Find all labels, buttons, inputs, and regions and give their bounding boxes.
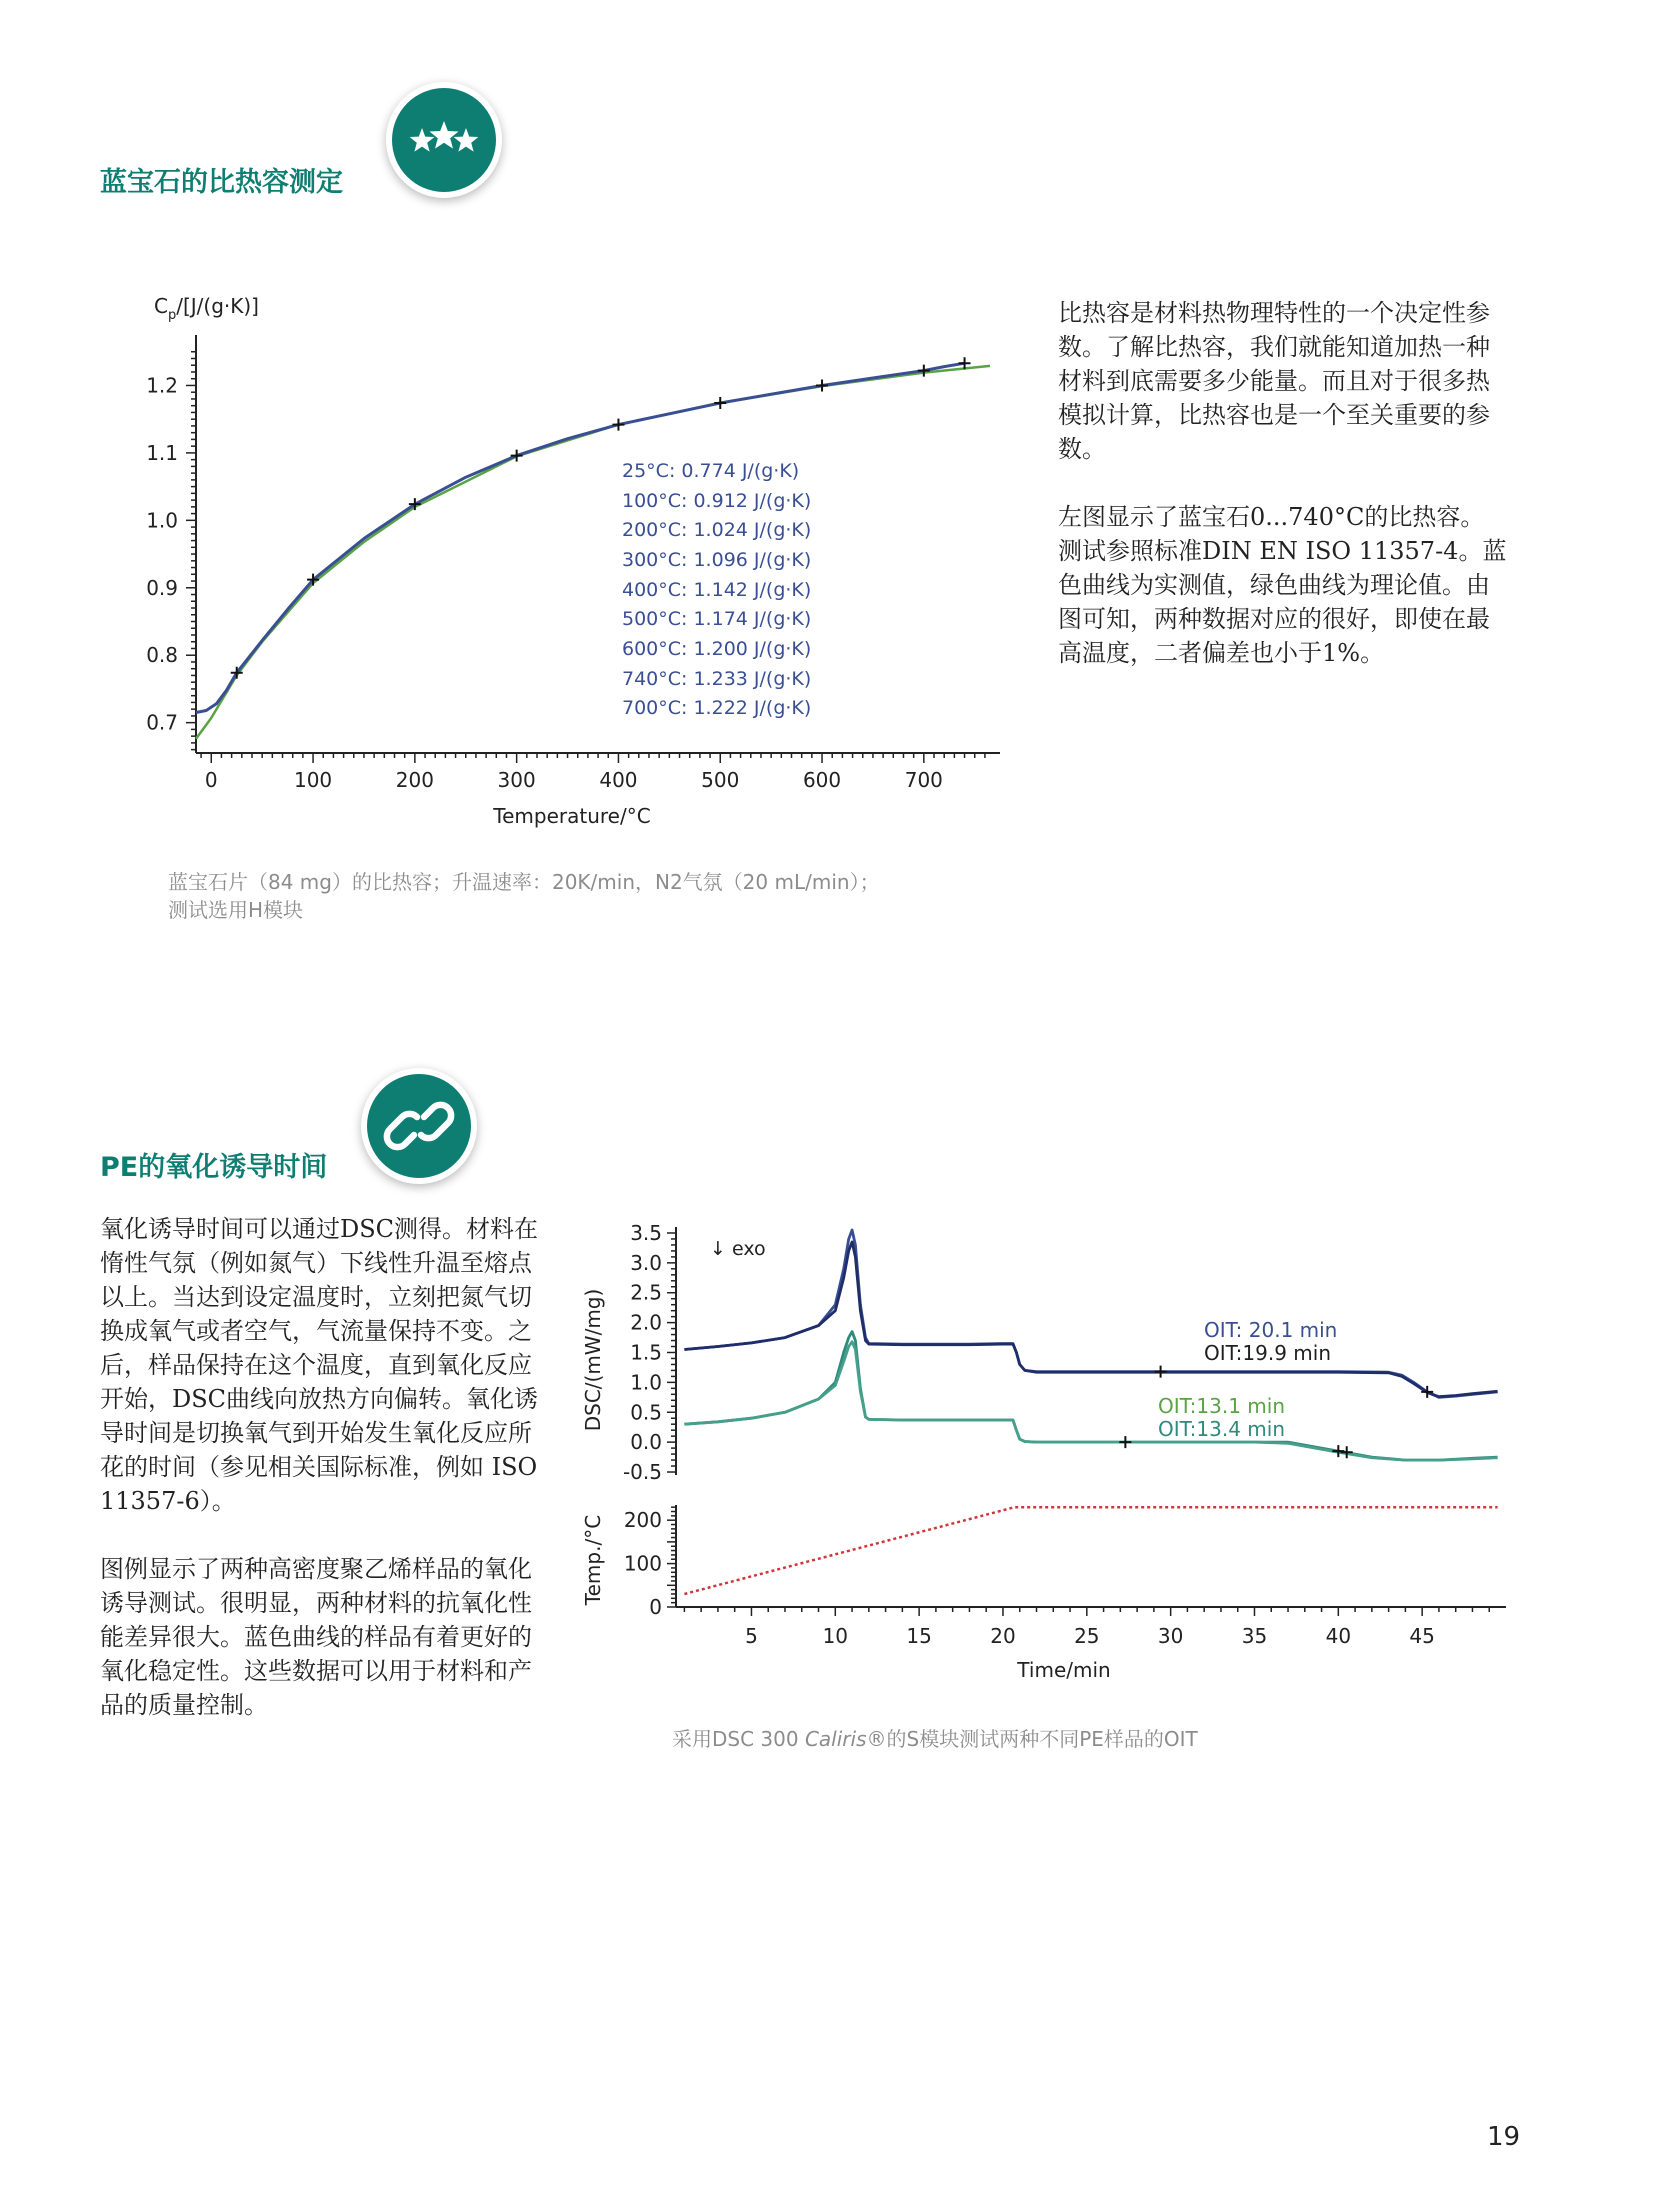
cp-axes <box>146 335 1000 792</box>
cp-x-tick-label: 700 <box>904 768 943 792</box>
cp-y-tick-label: 1.0 <box>146 508 178 533</box>
cp-marker <box>816 379 828 391</box>
cp-ylabel: $C_p/[J/(g\cdot K)]$ <box>154 294 259 323</box>
cp-x-tick-label: 600 <box>802 768 842 792</box>
cp-marker <box>612 419 624 431</box>
oit-x-tick-label: 30 <box>1157 1624 1184 1648</box>
page-number: 19 <box>1487 2122 1521 2152</box>
oit-axes <box>623 1221 1506 1648</box>
oit-top-y-tick-label: 0.0 <box>630 1430 662 1455</box>
oit-bottom-y-tick-label: 200 <box>623 1508 662 1533</box>
oit-top-y-tick-label: 1.5 <box>630 1340 662 1365</box>
oit-x-tick-label: 10 <box>822 1624 849 1648</box>
oit-x-tick-label: 15 <box>906 1624 932 1648</box>
section2-badge <box>367 1074 471 1178</box>
cp-marker <box>714 397 726 409</box>
section1-caption-line: 测试选用H模块 <box>168 898 304 922</box>
section1-paragraph: 左图显示了蓝宝石0...740°C的比热容。测试参照标准DIN EN ISO 11357-4。蓝色曲线为实测值，绿色曲线为理论值。由图可知，两种数据对应的很好，即使在最高温度，二者偏差也小于1%。 <box>1058 503 1507 667</box>
cp-x-tick-label: 400 <box>599 768 638 792</box>
oit-series <box>684 1230 1497 1594</box>
cp-xlabel: Temperature/°C <box>493 804 651 828</box>
oit-bottom-y-tick-label: 100 <box>623 1551 662 1576</box>
oit-top-y-tick-label: 3.5 <box>630 1220 662 1245</box>
oit-label-teal: OIT:13.4 min <box>1158 1417 1286 1441</box>
oit-bottom-y-tick-label: 0 <box>649 1595 662 1619</box>
section1-paragraph: 比热容是材料热物理特性的一个决定性参数。了解比热容，我们就能知道加热一种材料到底需要多少能量。而且对于很多热模拟计算，比热容也是一个至关重要的参数。 <box>1058 299 1490 463</box>
cp-y-tick-label: 0.8 <box>146 643 178 668</box>
oit-label-green: OIT:13.1 min <box>1158 1394 1286 1418</box>
oit-x-tick-label: 5 <box>745 1624 758 1648</box>
oit-marker <box>1332 1445 1344 1457</box>
cp-annotation: 700°C: 1.222 J/(g·K) <box>622 697 812 719</box>
cp-annotation: 200°C: 1.024 J/(g·K) <box>622 519 812 541</box>
section1-caption <box>168 868 988 924</box>
section1-title: 蓝宝石的比热容测定 <box>100 167 343 198</box>
oit-chart <box>570 1215 1510 1705</box>
section1-description <box>1058 296 1508 670</box>
oit-ylabel-temp: Temp./°C <box>581 1514 605 1606</box>
oit-top-y-tick-label: -0.5 <box>622 1460 662 1485</box>
cp-x-tick-label: 100 <box>293 768 333 792</box>
cp-annotation: 740°C: 1.233 J/(g·K) <box>622 668 812 690</box>
oit-x-tick-label: 45 <box>1409 1624 1435 1648</box>
oit-x-tick-label: 40 <box>1325 1624 1352 1648</box>
section2-description <box>100 1212 542 1722</box>
cp-annotation: 600°C: 1.200 J/(g·K) <box>622 638 812 660</box>
section2-caption-suffix: ®的S模块测试两种不同PE样品的OIT <box>866 1727 1198 1751</box>
cp-x-tick-label: 500 <box>701 768 740 792</box>
section2-paragraph: 图例显示了两种高密度聚乙烯样品的氧化诱导测试。很明显，两种材料的抗氧化性能差异很大。蓝色曲线的样品有着更好的氧化稳定性。这些数据可以用于材料和产品的质量控制。 <box>100 1555 532 1719</box>
oit-top-y-tick-label: 2.0 <box>630 1310 662 1335</box>
three-stars-icon <box>392 88 496 192</box>
oit-top-y-tick-label: 1.0 <box>630 1370 662 1395</box>
section2-caption-italic: Caliris <box>804 1727 867 1751</box>
oit-top-y-tick-label: 2.5 <box>630 1280 662 1305</box>
cp-x-tick-label: 0 <box>204 768 218 792</box>
oit-series-green-sample-2 <box>684 1342 1497 1460</box>
cp-series-theory <box>196 366 990 739</box>
oit-x-tick-label: 35 <box>1241 1624 1268 1648</box>
cp-y-tick-label: 1.1 <box>146 440 178 465</box>
oit-ylabel-dsc: DSC/(mW/mg) <box>581 1288 605 1432</box>
cp-annotation: 300°C: 1.096 J/(g·K) <box>622 549 812 571</box>
cp-series <box>196 363 990 739</box>
cp-annotation: 400°C: 1.142 J/(g·K) <box>622 579 812 601</box>
cp-y-tick-label: 0.7 <box>146 710 178 735</box>
oit-top-y-tick-label: 0.5 <box>630 1400 662 1425</box>
section2-title: PE的氧化诱导时间 <box>100 1152 328 1183</box>
cp-series-measured <box>196 363 965 712</box>
oit-exo-note: ↓ exo <box>710 1238 766 1260</box>
section2-caption-prefix: 采用DSC 300 <box>672 1727 805 1751</box>
section2-paragraph: 氧化诱导时间可以通过DSC测得。材料在惰性气氛（例如氮气）下线性升温至熔点以上。当达到设定温度时，立刻把氮气切换成氧气或者空气，气流量保持不变。之后，样品保持在这个温度，直到氧化反应开始，DSC曲线向放热方向偏转。氧化诱导时间是切换氧气到开始发生氧化反应所花的时间（参见相关国际标准，例如 ISO 11357-6）。 <box>100 1215 539 1515</box>
cp-annotation: 500°C: 1.174 J/(g·K) <box>622 608 812 630</box>
section2-caption <box>672 1725 1198 1753</box>
oit-series-temperature <box>684 1507 1497 1594</box>
oit-label-blue: OIT: 20.1 min <box>1204 1318 1338 1342</box>
cp-annotations <box>622 460 811 719</box>
oit-label-black: OIT:19.9 min <box>1204 1341 1332 1365</box>
section1-caption-line: 蓝宝石片（84 mg）的比热容；升温速率：20K/min，N2气氛（20 mL/min）； <box>168 870 880 894</box>
oit-marker <box>1155 1366 1167 1378</box>
cp-marker <box>918 365 930 377</box>
cp-markers <box>231 357 971 679</box>
cp-y-tick-label: 1.2 <box>146 373 178 398</box>
oit-x-tick-label: 25 <box>1074 1624 1100 1648</box>
chain-link-icon <box>367 1074 471 1178</box>
section1-badge <box>392 88 496 192</box>
cp-x-tick-label: 200 <box>395 768 434 792</box>
cp-x-tick-label: 300 <box>497 768 536 792</box>
oit-series-blue-sample-2 <box>684 1242 1497 1397</box>
oit-marker <box>1341 1446 1353 1458</box>
cp-annotation: 25°C: 0.774 J/(g·K) <box>622 460 800 482</box>
oit-x-tick-label: 20 <box>990 1624 1016 1648</box>
cp-y-tick-label: 0.9 <box>146 575 178 600</box>
oit-top-y-tick-label: 3.0 <box>630 1250 662 1275</box>
oit-xlabel: Time/min <box>1017 1658 1111 1682</box>
oit-marker <box>1119 1436 1131 1448</box>
cp-annotation: 100°C: 0.912 J/(g·K) <box>622 490 812 512</box>
cp-chart <box>140 285 1020 855</box>
